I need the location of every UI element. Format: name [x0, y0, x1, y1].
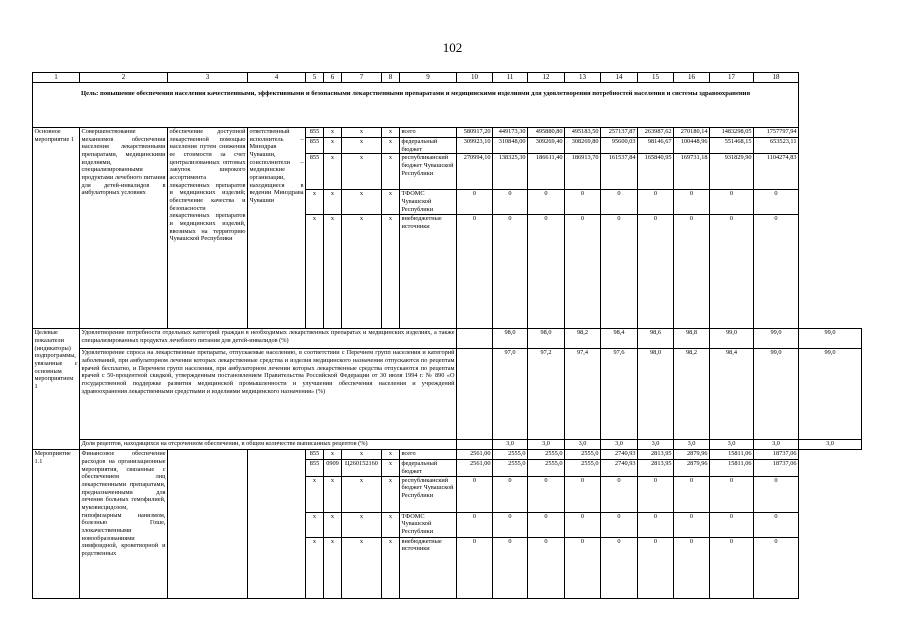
year-value: 0 [601, 512, 638, 537]
indicator-spacer [457, 349, 493, 440]
funding-source: ТФОМС Чувашской Республики [400, 512, 457, 537]
section-code: x [324, 537, 342, 598]
year-value: 18737,06 [754, 460, 799, 476]
year-value: 0 [565, 215, 601, 329]
indicator-value: 99,0 [799, 329, 862, 349]
column-number: 2 [80, 73, 168, 83]
section-code: x [324, 190, 342, 215]
year-value: 138325,30 [493, 154, 528, 190]
column-number: 15 [638, 73, 674, 83]
funding-source: всего [400, 128, 457, 138]
target-article-code: x [342, 450, 382, 460]
year-value: 0 [493, 537, 528, 598]
year-value: 2879,96 [674, 460, 710, 476]
event-executor: ответственный исполнитель – Минздрав Чувашии, соисполнители – медицинские организации, находящиеся в ведении Минздрава Чувашии [248, 128, 306, 329]
funding-source: республиканский бюджет Чувашской Республики [400, 154, 457, 190]
event-task: обеспечение доступной лекарственной помощью населения путем снижения ее стоимости за счет централизованных оптовых закупок широкого ассортимента лекарственных препаратов и медицинских изделий; обеспечение качества и безопасности лекарственных препаратов и медицинских изделий, ввозимых на территорию Чувашской Республики [168, 128, 248, 329]
year-value: 0 [528, 537, 565, 598]
grbs-code: x [306, 512, 324, 537]
target-indicator-row [33, 329, 862, 349]
year-value: 0 [710, 512, 754, 537]
column-number: 12 [528, 73, 565, 83]
year-value: 0 [601, 476, 638, 512]
section-code: x [324, 154, 342, 190]
column-number: 8 [382, 73, 400, 83]
year-value: 2813,95 [638, 460, 674, 476]
year-value: 309923,10 [457, 138, 493, 154]
year-value: 0 [710, 537, 754, 598]
column-number: 4 [248, 73, 306, 83]
year-value: 0 [638, 537, 674, 598]
column-number-row [33, 73, 862, 83]
year-value: 1483298,05 [710, 128, 754, 138]
program-table [32, 72, 862, 599]
event-name: Совершенствование механизмов обеспечения населения лекарственными препаратами, медицинскими изделиями, специализированными продуктами лечебного питания для детей-инвалидов в амбулаторных условиях [80, 128, 168, 329]
expense-type-code: x [382, 512, 400, 537]
section-code: x [324, 512, 342, 537]
year-value: 0 [754, 190, 799, 215]
year-value: 95600,03 [601, 138, 638, 154]
year-value: 0 [710, 476, 754, 512]
year-value: 186611,40 [528, 154, 565, 190]
year-value: 186913,70 [565, 154, 601, 190]
expense-type-code: x [382, 190, 400, 215]
year-value: 0 [601, 190, 638, 215]
year-value: 495183,50 [565, 128, 601, 138]
grbs-code: x [306, 537, 324, 598]
finance-row [33, 450, 862, 460]
year-value: 449173,30 [493, 128, 528, 138]
year-value: 15811,06 [710, 460, 754, 476]
indicator-value: 3,0 [754, 440, 799, 450]
column-number: 1 [33, 73, 80, 83]
year-value: 0 [754, 512, 799, 537]
year-value: 0 [754, 537, 799, 598]
indicator-value: 98,0 [493, 329, 528, 349]
year-value: 0 [638, 190, 674, 215]
indicator-text: Удовлетворение потребности отдельных категорий граждан в необходимых лекарственных препаратах и медицинских изделиях, а также специализированных продуктах лечебного питания для детей-инвалидов (%) [80, 329, 457, 349]
year-value: 0 [565, 512, 601, 537]
target-article-code: x [342, 215, 382, 329]
year-value: 2555,0 [565, 460, 601, 476]
indicator-spacer [457, 329, 493, 349]
year-value: 0 [565, 476, 601, 512]
year-value: 0 [601, 537, 638, 598]
event-label: Мероприятие 1.1 [33, 450, 80, 598]
year-value: 0 [754, 476, 799, 512]
indicator-value: 97,0 [493, 349, 528, 440]
year-value: 98146,67 [638, 138, 674, 154]
column-number: 18 [754, 73, 799, 83]
column-number: 6 [324, 73, 342, 83]
indicator-value: 97,6 [601, 349, 638, 440]
section-code: x [324, 476, 342, 512]
year-value: 0 [493, 512, 528, 537]
event-name: Финансовое обеспечение расходов на организационные мероприятия, связанные с обеспечением лиц лекарственными препаратами, предназначенными для лечения больных гемофилией, муковисцидозом, гипофизарным нанизмом, болезнью Гоше, злокачественными новообразованиями лимфоидной, кроветворной и родственных [80, 450, 168, 598]
year-value: 18737,06 [754, 450, 799, 460]
expense-type-code: x [382, 128, 400, 138]
page-number: 102 [442, 40, 463, 55]
year-value: 0 [601, 215, 638, 329]
goal-text: Цель: повышение обеспечения населения качественными, эффективными и безопасными лекарственными препаратами и медицинскими изделиями для удовлетворения потребностей населения и системы здравоохранения [33, 83, 799, 128]
indicator-spacer [457, 440, 493, 450]
section-code: 0909 [324, 460, 342, 476]
indicator-value: 99,0 [754, 329, 799, 349]
column-number: 3 [168, 73, 248, 83]
year-value: 653523,11 [754, 138, 799, 154]
event-label: Основное мероприятие 1 [33, 128, 80, 329]
column-number: 10 [457, 73, 493, 83]
event-executor [248, 450, 306, 598]
indicator-value: 98,2 [565, 329, 601, 349]
year-value: 2813,95 [638, 450, 674, 460]
section-code: x [324, 215, 342, 329]
grbs-code: x [306, 476, 324, 512]
target-article-code: x [342, 190, 382, 215]
year-value: 0 [754, 215, 799, 329]
indicator-value: 99,0 [754, 349, 799, 440]
column-number: 13 [565, 73, 601, 83]
column-number: 7 [342, 73, 382, 83]
year-value: 2555,0 [493, 450, 528, 460]
year-value: 2561,00 [457, 450, 493, 460]
year-value: 0 [710, 190, 754, 215]
target-article-code: Ц260152160 [342, 460, 382, 476]
column-number: 5 [306, 73, 324, 83]
indicator-text: Удовлетворение спроса на лекарственные препараты, отпускаемые населению, в соответствии с Перечнем групп населения и категорий заболеваний, при амбулаторном лечении которых лекарственные средства и изделия медицинского назначения отпускаются по рецептам врачей бесплатно, и Перечнем групп населения, при амбулаторном лечении которых лекарственные средства отпускаются по рецептам врачей с 50-процентной скидкой, утвержденным постановлением Правительства Российской Федерации от 30 июля 1994 г. № 890 «О государственной поддержке развития медицинской промышленности и улучшении обеспечения населения и учреждений здравоохранения лекарственными средствами и изделиями медицинского назначения» (%) [80, 349, 457, 440]
targets-label: Целевые показатели (индикаторы) подпрограммы, увязанные с основным мероприятием 1 [33, 329, 80, 450]
column-number: 17 [710, 73, 754, 83]
year-value: 0 [528, 476, 565, 512]
year-value: 0 [565, 537, 601, 598]
section-code: x [324, 128, 342, 138]
column-number: 14 [601, 73, 638, 83]
event-task [168, 450, 248, 598]
year-value: 161537,84 [601, 154, 638, 190]
expense-type-code: x [382, 154, 400, 190]
indicator-value: 98,4 [601, 329, 638, 349]
year-value: 0 [493, 190, 528, 215]
funding-source: всего [400, 450, 457, 460]
section-code: x [324, 138, 342, 154]
year-value: 0 [710, 215, 754, 329]
grbs-code: 855 [306, 138, 324, 154]
indicator-value: 3,0 [528, 440, 565, 450]
expense-type-code: x [382, 215, 400, 329]
expense-type-code: x [382, 138, 400, 154]
funding-source: федеральный бюджет [400, 138, 457, 154]
target-indicator-row [33, 349, 862, 440]
indicator-value: 98,4 [710, 349, 754, 440]
year-value: 0 [565, 190, 601, 215]
column-number: 9 [400, 73, 457, 83]
expense-type-code: x [382, 537, 400, 598]
expense-type-code: x [382, 450, 400, 460]
year-value: 0 [528, 190, 565, 215]
year-value: 2555,0 [493, 460, 528, 476]
target-article-code: x [342, 476, 382, 512]
year-value: 2740,93 [601, 450, 638, 460]
grbs-code: x [306, 190, 324, 215]
year-value: 580917,20 [457, 128, 493, 138]
funding-source: внебюджетные источники [400, 537, 457, 598]
indicator-value: 99,0 [799, 349, 862, 440]
year-value: 0 [493, 215, 528, 329]
year-value: 309269,40 [528, 138, 565, 154]
funding-source: федеральный бюджет [400, 460, 457, 476]
indicator-value: 3,0 [601, 440, 638, 450]
year-value: 0 [638, 476, 674, 512]
target-article-code: x [342, 154, 382, 190]
year-value: 0 [457, 190, 493, 215]
indicator-value: 97,4 [565, 349, 601, 440]
indicator-text: Доля рецептов, находящихся на отсроченном обеспечении, в общем количестве выписанных рецептов (%) [80, 440, 457, 450]
year-value: 495880,80 [528, 128, 565, 138]
grbs-code: 855 [306, 460, 324, 476]
year-value: 0 [457, 476, 493, 512]
column-number: 11 [493, 73, 528, 83]
funding-source: внебюджетные источники [400, 215, 457, 329]
indicator-value: 3,0 [638, 440, 674, 450]
funding-source: республиканский бюджет Чувашской Республики [400, 476, 457, 512]
year-value: 15811,06 [710, 450, 754, 460]
year-value: 0 [638, 512, 674, 537]
year-value: 0 [674, 215, 710, 329]
year-value: 2555,0 [565, 450, 601, 460]
year-value: 0 [674, 512, 710, 537]
target-indicator-row [33, 440, 862, 450]
year-value: 165840,95 [638, 154, 674, 190]
indicator-value: 3,0 [565, 440, 601, 450]
target-article-code: x [342, 537, 382, 598]
year-value: 270994,10 [457, 154, 493, 190]
indicator-value: 98,0 [638, 349, 674, 440]
year-value: 931829,90 [710, 154, 754, 190]
year-value: 1104274,83 [754, 154, 799, 190]
indicator-value: 98,6 [638, 329, 674, 349]
expense-type-code: x [382, 460, 400, 476]
year-value: 0 [528, 512, 565, 537]
year-value: 551468,15 [710, 138, 754, 154]
year-value: 310848,00 [493, 138, 528, 154]
year-value: 2879,96 [674, 450, 710, 460]
year-value: 169731,18 [674, 154, 710, 190]
goal-row [33, 83, 862, 128]
year-value: 270180,14 [674, 128, 710, 138]
year-value: 0 [638, 215, 674, 329]
target-article-code: x [342, 128, 382, 138]
grbs-code: 855 [306, 154, 324, 190]
indicator-value: 98,0 [528, 329, 565, 349]
indicator-value: 98,8 [674, 329, 710, 349]
target-article-code: x [342, 138, 382, 154]
indicator-value: 3,0 [799, 440, 862, 450]
indicator-value: 99,0 [710, 329, 754, 349]
indicator-value: 98,2 [674, 349, 710, 440]
year-value: 308269,80 [565, 138, 601, 154]
finance-row [33, 128, 862, 138]
year-value: 257137,87 [601, 128, 638, 138]
grbs-code: 855 [306, 128, 324, 138]
expense-type-code: x [382, 476, 400, 512]
target-article-code: x [342, 512, 382, 537]
year-value: 2561,00 [457, 460, 493, 476]
year-value: 263987,62 [638, 128, 674, 138]
year-value: 2555,0 [528, 460, 565, 476]
year-value: 0 [457, 537, 493, 598]
column-number: 16 [674, 73, 710, 83]
year-value: 0 [493, 476, 528, 512]
year-value: 100448,96 [674, 138, 710, 154]
indicator-value: 3,0 [710, 440, 754, 450]
year-value: 0 [528, 215, 565, 329]
grbs-code: x [306, 215, 324, 329]
section-code: x [324, 450, 342, 460]
year-value: 0 [457, 512, 493, 537]
grbs-code: 855 [306, 450, 324, 460]
indicator-value: 97,2 [528, 349, 565, 440]
year-value: 0 [674, 476, 710, 512]
year-value: 0 [674, 537, 710, 598]
indicator-value: 3,0 [493, 440, 528, 450]
year-value: 1757797,94 [754, 128, 799, 138]
year-value: 2740,93 [601, 460, 638, 476]
indicator-value: 3,0 [674, 440, 710, 450]
year-value: 0 [457, 215, 493, 329]
year-value: 0 [674, 190, 710, 215]
year-value: 2555,0 [528, 450, 565, 460]
funding-source: ТФОМС Чувашской Республики [400, 190, 457, 215]
